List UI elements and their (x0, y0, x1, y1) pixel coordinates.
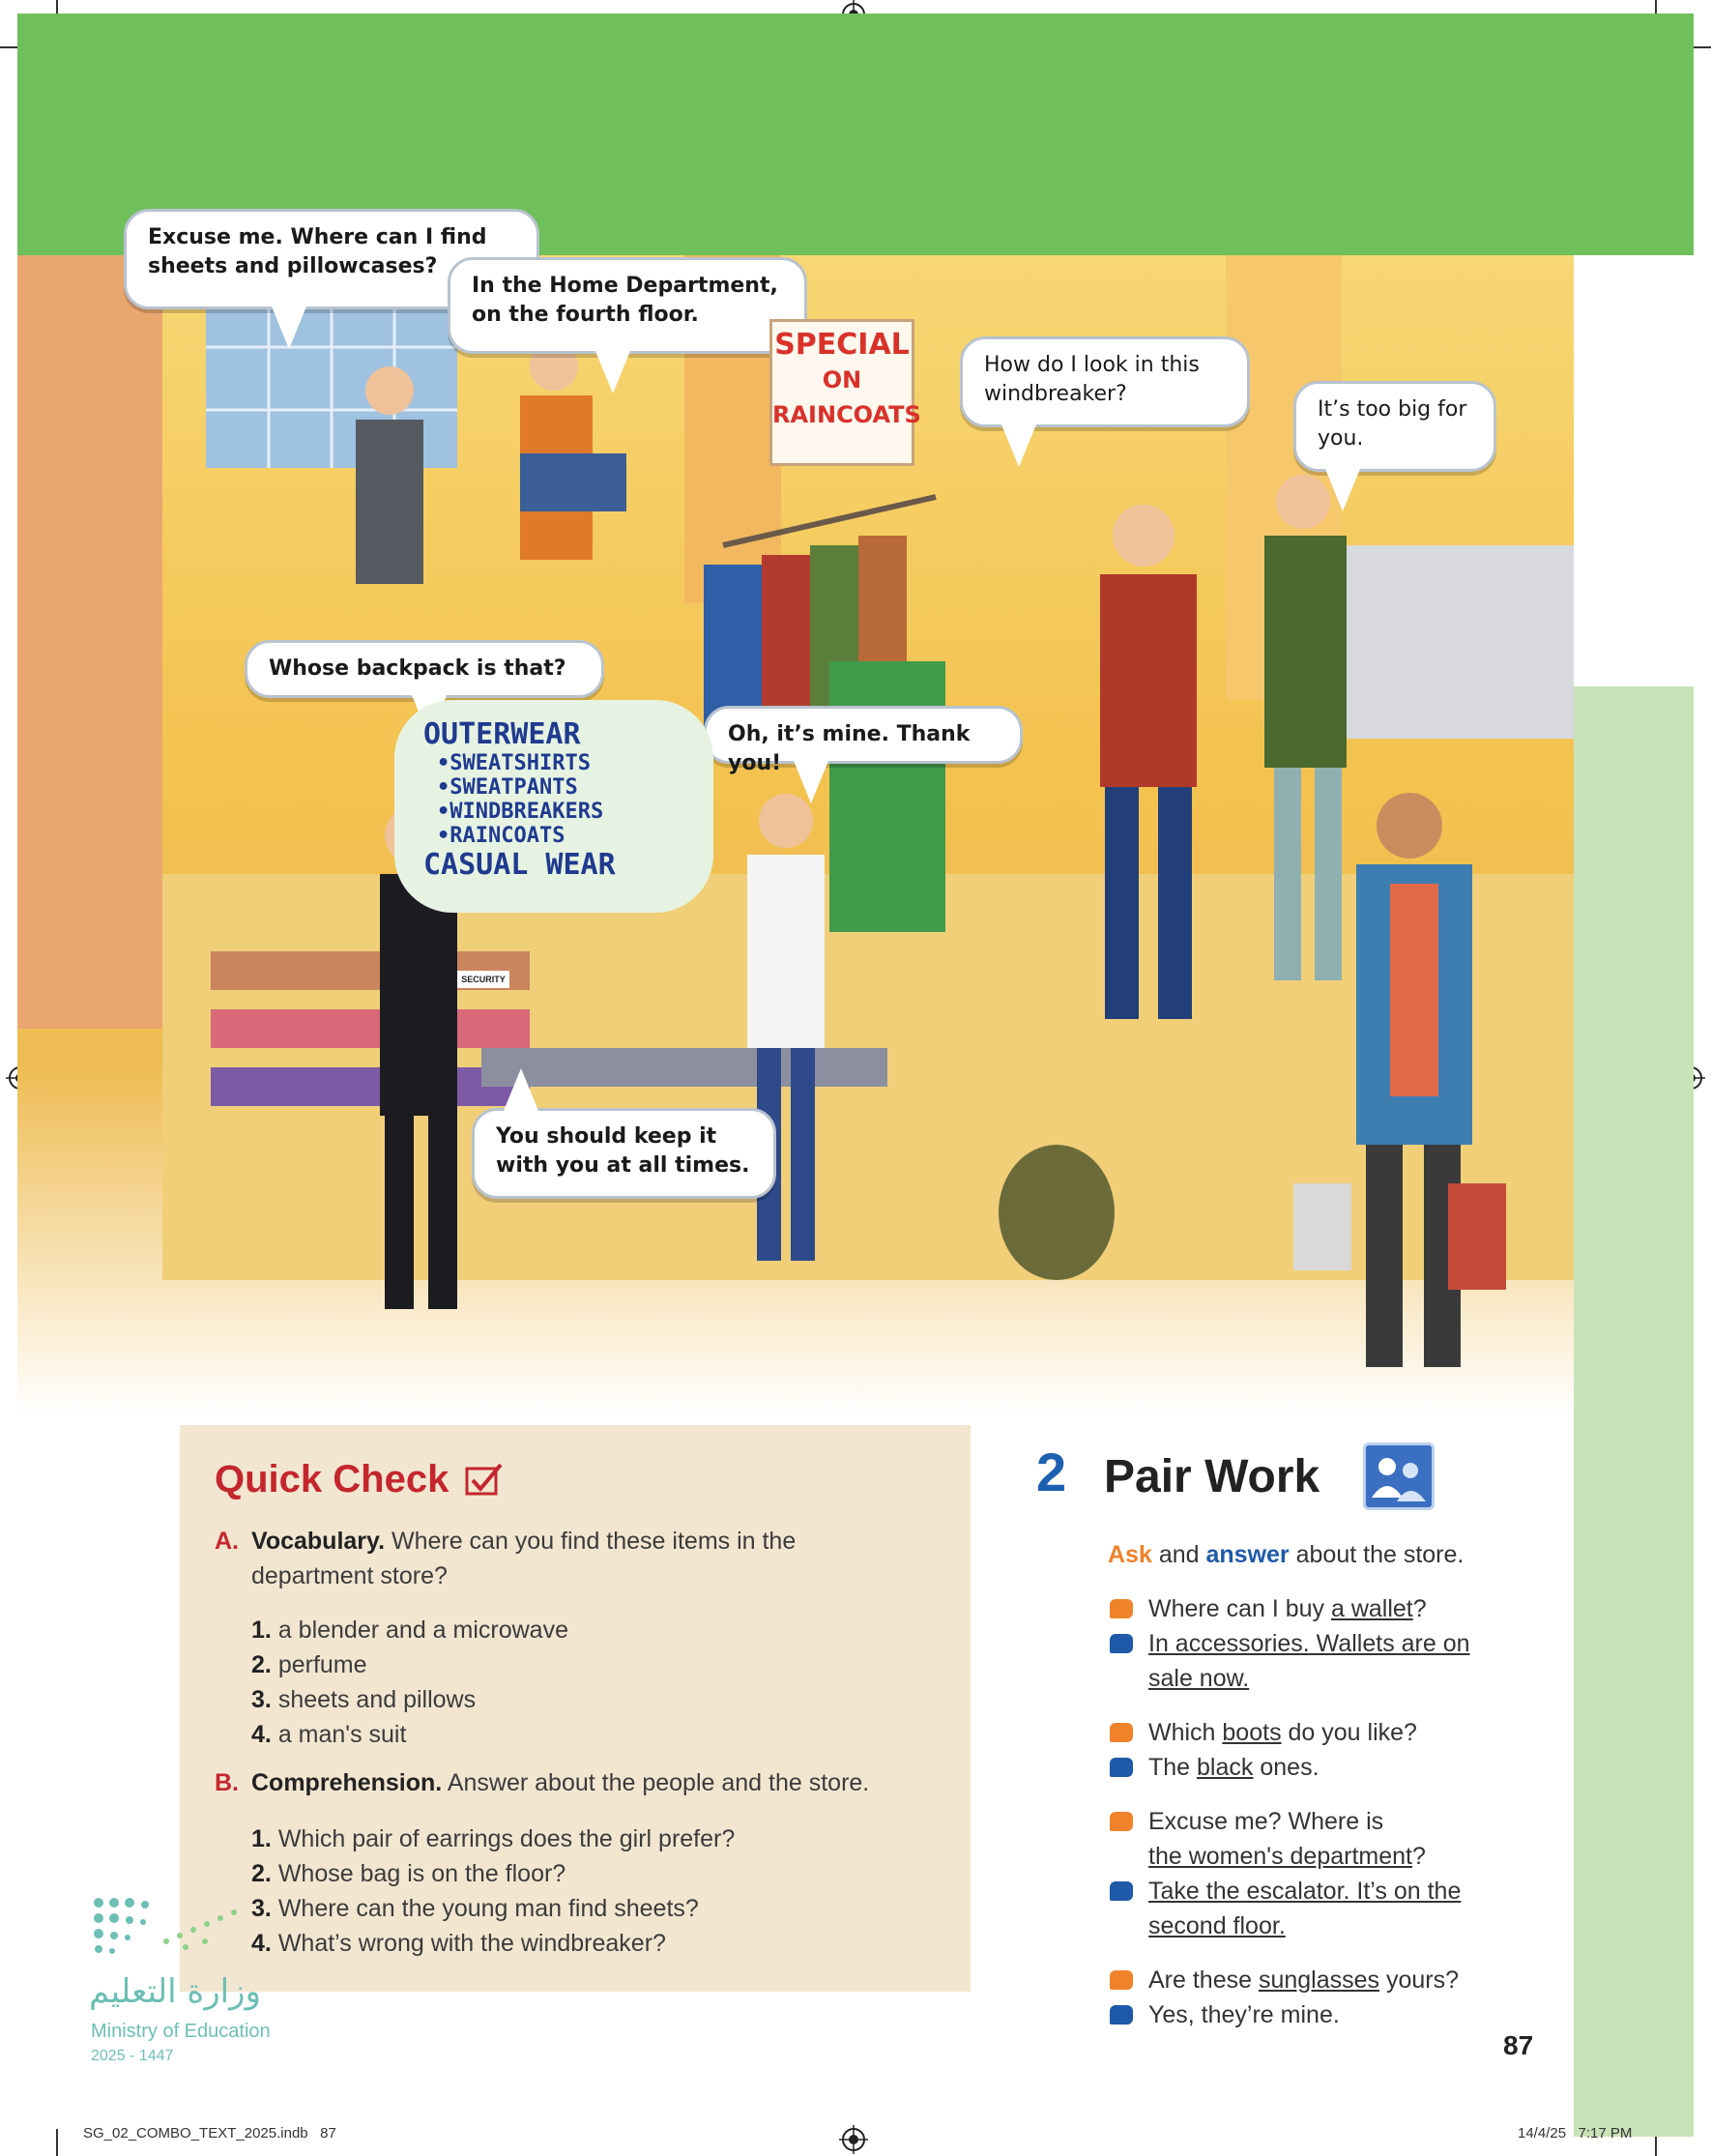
list-item: 3. Where can the young man find sheets? (251, 1895, 699, 1922)
sign-line: •WINDBREAKERS (437, 800, 604, 824)
dialog-question: Are these sunglasses yours? (1148, 1967, 1460, 1994)
speech-bubble-home-department: In the Home Department, on the fourth floor. (448, 257, 807, 354)
sign-line: •RAINCOATS (437, 824, 566, 848)
list-item: 3. sheets and pillows (251, 1686, 477, 1713)
ask-bubble-icon (1110, 1599, 1133, 1618)
section-b-instructions (251, 1765, 869, 1800)
section-b-heading: Comprehension. (251, 1769, 443, 1796)
sign-line: •SWEATPANTS (437, 775, 578, 800)
dialog-question: Which boots do you like? (1148, 1719, 1417, 1746)
list-item: 2. Whose bag is on the floor? (251, 1860, 566, 1887)
dialog-question: Where can I buy a wallet? (1148, 1595, 1427, 1622)
outerwear-sign (394, 700, 713, 913)
dialog-question-line2: the women's department? (1148, 1843, 1426, 1870)
section-a-instructions (251, 1524, 796, 1559)
speech-bubble-whose-backpack: Whose backpack is that? (245, 640, 604, 698)
quick-check-panel (180, 1425, 971, 1992)
speech-bubble-its-mine: Oh, it’s mine. Thank you! (704, 706, 1023, 764)
section-a-text-line2: department store? (251, 1562, 448, 1589)
ask-bubble-icon (1110, 1812, 1133, 1831)
footer-file-slug: SG_02_COMBO_TEXT_2025.indb 87 (83, 2125, 336, 2141)
sign-line: CASUAL WEAR (423, 848, 616, 882)
ask-bubble-icon (1110, 1970, 1133, 1990)
pair-work-intro: Ask and answer about the store. (1108, 1541, 1464, 1568)
speech-bubble-too-big: It’s too big for you. (1293, 381, 1496, 472)
sign-line: ON (822, 366, 862, 393)
store-illustration (17, 225, 1574, 1415)
speech-bubble-sheets-question: Excuse me. Where can I find sheets and pillowcases? (124, 209, 539, 309)
dialog-answer-line2: sale now. (1148, 1665, 1250, 1692)
sign-line: •SWEATSHIRTS (437, 751, 591, 775)
ask-bubble-icon (1110, 1723, 1133, 1742)
section-a-text: Where can you find these items in the (391, 1528, 797, 1555)
list-item: 2. perfume (251, 1651, 367, 1678)
page-number: 87 (1503, 2030, 1534, 2060)
dialog-question: Excuse me? Where is (1148, 1808, 1384, 1835)
list-item: 1. Which pair of earrings does the girl prefer? (251, 1825, 736, 1852)
checkmark-icon (465, 1463, 504, 1496)
dialog-answer: The black ones. (1148, 1754, 1320, 1781)
answer-bubble-icon (1110, 1634, 1133, 1653)
pair-work-people-icon (1363, 1442, 1435, 1510)
pair-work-number: 2 (1036, 1442, 1067, 1502)
special-raincoats-sign (769, 319, 921, 466)
list-item: 4. What’s wrong with the windbreaker? (251, 1930, 666, 1957)
registration-mark-icon (839, 2125, 868, 2154)
crop-mark (56, 2129, 58, 2156)
ministry-english-name: Ministry of Education (91, 2021, 271, 2042)
answer-bubble-icon (1110, 2005, 1133, 2025)
speech-bubble-keep-it: You should keep it with you at all times. (472, 1108, 776, 1199)
list-item: 1. a blender and a microwave (251, 1617, 568, 1644)
dialog-answer: In accessories. Wallets are on (1148, 1630, 1470, 1657)
green-side-strip (1574, 686, 1694, 2137)
speech-bubble-windbreaker-question: How do I look in this windbreaker? (960, 336, 1250, 427)
section-b-text: Answer about the people and the store. (447, 1769, 870, 1796)
ministry-years: 2025 - 1447 (91, 2048, 174, 2064)
section-a-letter: A. (215, 1528, 239, 1555)
people-icon (1366, 1445, 1432, 1507)
sign-line: SPECIAL (774, 328, 910, 362)
sign-line: OUTERWEAR (423, 717, 581, 751)
footer-date-slug: 14/4/25 7:17 PM (1518, 2125, 1633, 2141)
list-item: 4. a man's suit (251, 1721, 407, 1748)
section-b-letter: B. (215, 1769, 239, 1796)
dialog-answer-line2: second floor. (1148, 1912, 1286, 1939)
answer-bubble-icon (1110, 1881, 1133, 1901)
pair-work-title: Pair Work (1104, 1451, 1320, 1502)
sign-line: RAINCOATS (772, 401, 921, 428)
security-badge: SECURITY (457, 971, 509, 988)
section-a-heading: Vocabulary. (251, 1528, 386, 1555)
dialog-answer: Yes, they’re mine. (1148, 2001, 1340, 2028)
answer-bubble-icon (1110, 1758, 1133, 1777)
dialog-answer: Take the escalator. It’s on the (1148, 1878, 1462, 1905)
ministry-logo-icon (89, 1893, 253, 1961)
ministry-arabic-name: وزارة التعليم (89, 1972, 261, 2011)
quick-check-title: Quick Check (215, 1458, 504, 1501)
